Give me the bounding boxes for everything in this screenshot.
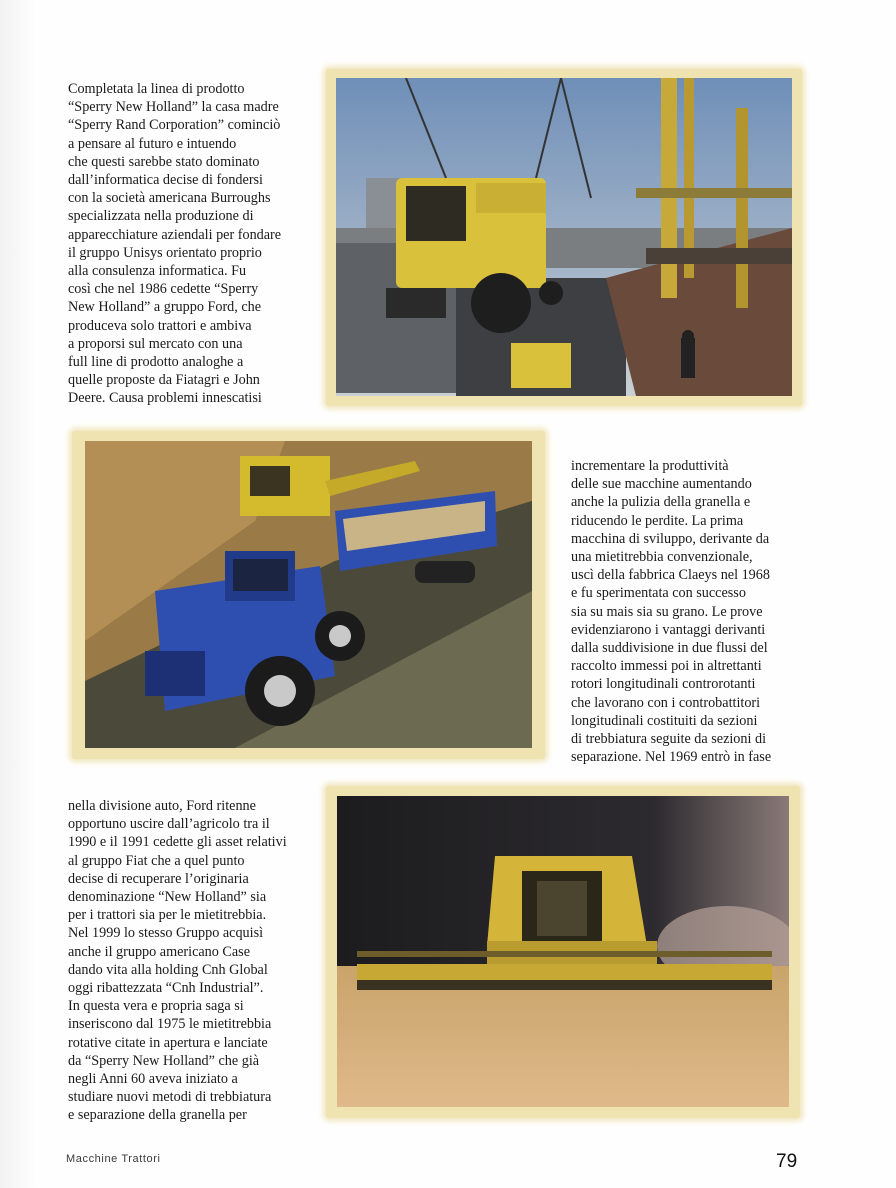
text-line: negli Anni 60 aveva iniziato a — [68, 1071, 238, 1088]
text-line: 1990 e il 1991 cedette gli asset relativi — [68, 834, 287, 851]
text-line: macchina di sviluppo, derivante da — [571, 530, 770, 547]
text-line: decise di recuperare l’originaria — [68, 870, 249, 887]
text-line: a pensare al futuro e intuendo — [68, 135, 237, 152]
text-line: così che nel 1986 cedette “Sperry — [68, 281, 259, 298]
text-line: denominazione “New Holland” sia — [68, 889, 267, 906]
page-number: 79 — [776, 1151, 798, 1172]
text-line: apparecchiature aziendali per fondare — [68, 226, 282, 243]
magazine-name: Macchine Trattori — [66, 1153, 161, 1165]
text-line: specializzata nella produzione di — [68, 208, 254, 225]
page-edge-shadow — [0, 0, 38, 1188]
text-line: nella divisione auto, Ford ritenne — [68, 798, 256, 814]
text-line: dall’informatica decise di fondersi — [68, 172, 264, 189]
text-line: studiare nuovi metodi di trebbiatura — [68, 1089, 272, 1106]
text-line: che lavorano con i controbattitori — [571, 694, 761, 711]
text-line: con la società americana Burroughs — [68, 190, 271, 207]
text-line: “Sperry Rand Corporation” cominciò — [68, 117, 281, 134]
text-line: New Holland” a gruppo Ford, che — [68, 299, 262, 316]
text-line: una mietitrebbia convenzionale, — [571, 549, 753, 566]
text-line: per i trattori sia per le mietitrebbia. — [68, 907, 267, 924]
text-line: raccolto immessi poi in altrettanti — [571, 658, 762, 675]
text-line: inseriscono dal 1975 le mietitrebbia — [68, 1016, 272, 1033]
combine-ship-photo — [336, 78, 792, 396]
text-line: full line di prodotto analoghe a — [68, 354, 244, 371]
text-line: al gruppo Fiat che a quel punto — [68, 852, 245, 869]
text-line: dalla suddivisione in due flussi del — [571, 640, 768, 657]
text-line: da “Sperry New Holland” che già — [68, 1052, 260, 1069]
article-text-column-3 — [68, 797, 287, 1125]
text-line: “Sperry New Holland” la casa madre — [68, 99, 279, 116]
text-line: Completata la linea di prodotto — [68, 81, 245, 97]
text-line: sia su mais sia su grano. Le prove — [571, 603, 763, 620]
photo-combine-wheat-field-icon — [337, 796, 789, 1107]
text-line: riducendo le perdite. La prima — [571, 512, 744, 529]
text-line: Nel 1999 lo stesso Gruppo acquisì — [68, 925, 264, 942]
text-line: e fu sperimentata con successo — [571, 585, 746, 602]
text-line: uscì della fabbrica Claeys nel 1968 — [571, 567, 770, 584]
text-line: che questi sarebbe stato dominato — [68, 153, 260, 170]
text-line: anche la pulizia della granella e — [571, 494, 751, 511]
text-line: di trebbiatura seguite da sezioni di — [571, 731, 767, 748]
article-text-column-2 — [571, 457, 771, 766]
combine-field-photo — [337, 796, 789, 1107]
article-text-column-1 — [68, 80, 281, 408]
text-line: rotori longitudinali controrotanti — [571, 676, 756, 693]
text-line: evidenziarono i vantaggi derivanti — [571, 621, 766, 638]
text-line: a proporsi sul mercato con una — [68, 335, 243, 352]
text-line: quelle proposte da Fiatagri e John — [68, 372, 260, 389]
text-line: produceva solo trattori e ambiva — [68, 317, 252, 334]
photo-combine-loading-ship-icon — [336, 78, 792, 396]
text-line: incrementare la produttività — [571, 458, 729, 474]
text-line: oggi ribattezzata “Cnh Industrial”. — [68, 980, 264, 997]
text-line: alla consulenza informatica. Fu — [68, 263, 247, 280]
text-line: In questa vera e propria saga si — [68, 998, 244, 1015]
text-line: rotative citate in apertura e lanciate — [68, 1034, 268, 1051]
text-line: anche il gruppo americano Case — [68, 943, 250, 960]
text-line: separazione. Nel 1969 entrò in fase — [571, 749, 772, 766]
text-line: dando vita alla holding Cnh Global — [68, 961, 268, 978]
text-line: delle sue macchine aumentando — [571, 476, 752, 493]
text-line: Deere. Causa problemi innescatisi — [68, 390, 262, 407]
photo-blue-tractor-grain-cart-icon — [85, 441, 532, 748]
text-line: e separazione della granella per — [68, 1107, 247, 1124]
text-line: longitudinali costituiti da sezioni — [571, 712, 758, 729]
tractor-photo — [85, 441, 532, 748]
text-line: il gruppo Unisys orientato proprio — [68, 244, 262, 261]
text-line: opportuno uscire dall’agricolo tra il — [68, 816, 270, 833]
